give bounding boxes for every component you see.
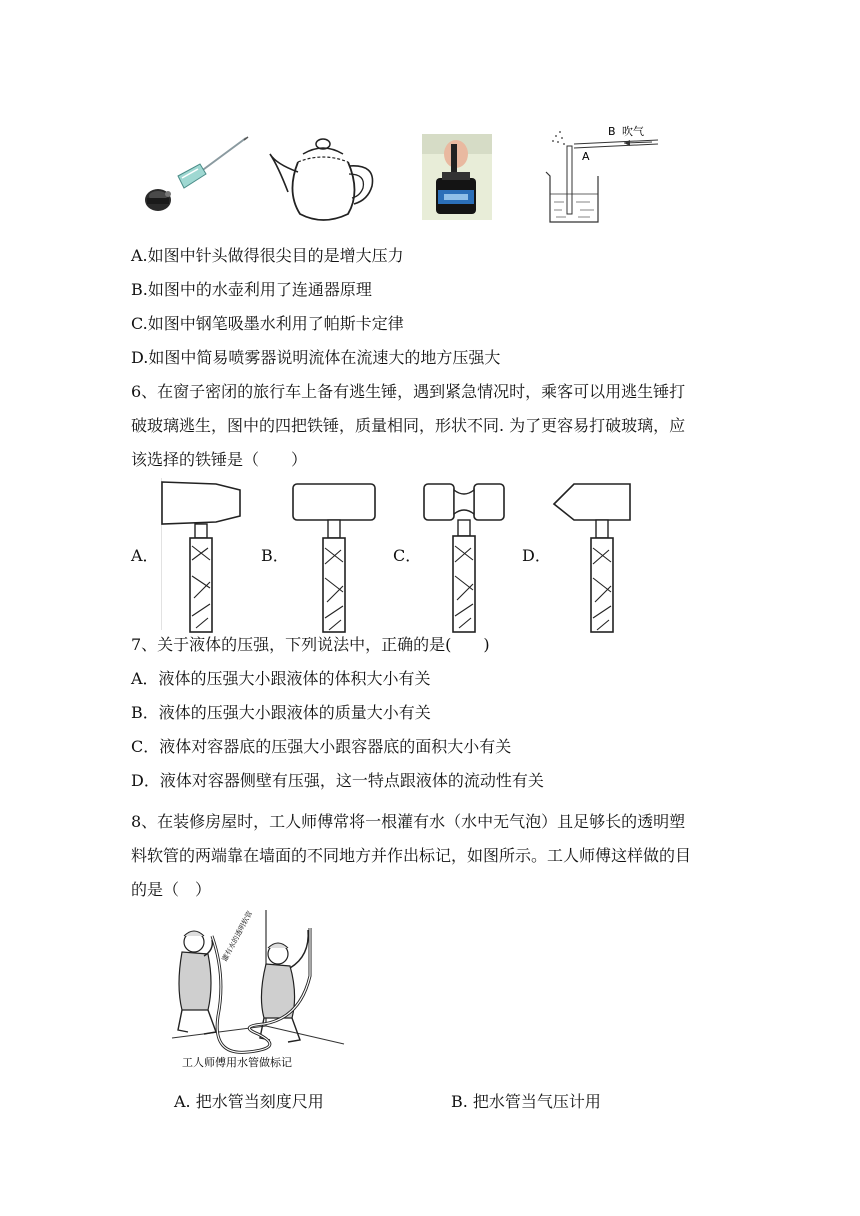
hammer-a-image bbox=[158, 478, 244, 634]
q6-option-d-label: D． bbox=[522, 546, 551, 565]
q5-option-b: B.如图中的水壶利用了连通器原理 bbox=[131, 280, 372, 299]
q7-option-d: D．液体对容器侧壁有压强，这一特点跟液体的流动性有关 bbox=[131, 771, 544, 790]
q7-option-c: C．液体对容器底的压强大小跟容器底的面积大小有关 bbox=[131, 737, 512, 756]
sprayer-label-b: B bbox=[608, 125, 616, 138]
q8-stem-line-3: 的是（ ） bbox=[131, 880, 212, 899]
fountain-pen-ink-image bbox=[422, 134, 492, 220]
sprayer-label-a: A bbox=[582, 150, 590, 163]
sprayer-label-blow: 吹气 bbox=[622, 125, 644, 138]
hammer-d-image bbox=[550, 478, 634, 634]
q5-option-d: D.如图中简易喷雾器说明流体在流速大的地方压强大 bbox=[131, 348, 501, 367]
q6-option-b-label: B． bbox=[261, 546, 289, 565]
q7-stem: 7、关于液体的压强，下列说法中，正确的是( ) bbox=[131, 635, 490, 654]
sprayer-diagram bbox=[540, 124, 665, 226]
q7-option-b: B．液体的压强大小跟液体的质量大小有关 bbox=[131, 703, 431, 722]
workers-hose-illustration bbox=[168, 906, 346, 1072]
q8-option-b: B. 把水管当气压计用 bbox=[451, 1092, 601, 1111]
q6-option-c-label: C． bbox=[393, 546, 422, 565]
hose-label: 灌有水的透明软管 bbox=[220, 909, 255, 963]
hammer-c-image bbox=[420, 478, 508, 634]
teapot-image bbox=[268, 134, 384, 224]
q6-stem-line-2: 破玻璃逃生，图中的四把铁锤，质量相同，形状不同. 为了更容易打破玻璃，应 bbox=[131, 416, 686, 435]
q8-option-a: A. 把水管当刻度尺用 bbox=[174, 1092, 324, 1111]
hammer-b-image bbox=[290, 478, 378, 634]
q8-stem-line-1: 8、在装修房屋时，工人师傅常将一根灌有水（水中无气泡）且足够长的透明塑 bbox=[131, 812, 686, 831]
q6-option-a-label: A． bbox=[131, 546, 159, 565]
q6-stem-line-1: 6、在窗子密闭的旅行车上备有逃生锤，遇到紧急情况时，乘客可以用逃生锤打 bbox=[131, 382, 686, 401]
q6-stem-line-3: 该选择的铁锤是（ ） bbox=[131, 450, 308, 469]
q5-option-c: C.如图中钢笔吸墨水利用了帕斯卡定律 bbox=[131, 314, 404, 333]
syringe-needle-image bbox=[138, 134, 253, 219]
q7-option-a: A．液体的压强大小跟液体的体积大小有关 bbox=[131, 669, 431, 688]
q8-stem-line-2: 料软管的两端靠在墙面的不同地方并作出标记，如图所示。工人师傅这样做的目 bbox=[131, 846, 692, 865]
q5-option-a: A.如图中针头做得很尖目的是增大压力 bbox=[131, 246, 404, 265]
illustration-caption: 工人师傅用水管做标记 bbox=[182, 1056, 292, 1069]
